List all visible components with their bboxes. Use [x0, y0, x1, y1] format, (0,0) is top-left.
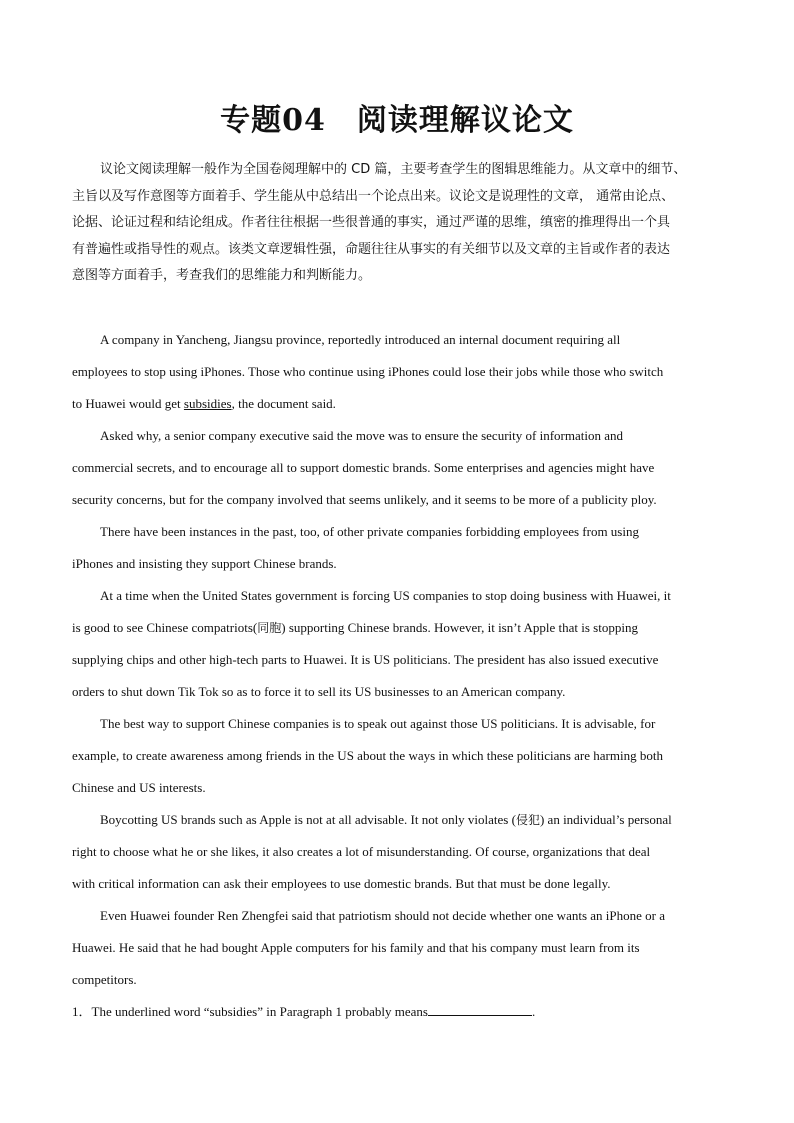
passage-line: iPhones and insisting they support Chinese brands.: [72, 556, 337, 571]
passage-text: is good to see Chinese compatriots(: [72, 620, 258, 635]
passage-line: [72, 804, 732, 836]
passage-line: competitors.: [72, 972, 137, 987]
gloss-text: 侵犯: [515, 813, 540, 827]
page-title: 专题04 阅读理解议论文: [220, 103, 574, 138]
question-1: [72, 996, 732, 1028]
passage-text: Boycotting US brands such as Apple is not at all advisable. It not only violates (: [100, 812, 516, 827]
underlined-word: subsidies: [183, 396, 232, 411]
passage-line: with critical information can ask their employees to use domestic brands. But that must be done legally.: [72, 876, 611, 891]
passage-line: supplying chips and other high-tech parts to Huawei. It is US politicians. The president has also issued executive: [72, 652, 659, 667]
passage-line: orders to shut down Tik Tok so as to force it to sell its US businesses to an American company.: [72, 684, 566, 699]
intro-line: 有普遍性或指导性的观点。该类文章逻辑性强，命题往往从事实的有关细节以及文章的主旨或作者的表达: [72, 241, 671, 257]
passage-line: employees to stop using iPhones. Those who continue using iPhones could lose their jobs while those who switch: [72, 364, 664, 379]
intro-line: 意图等方面着手，考查我们的思维能力和判断能力。: [72, 268, 372, 283]
passage-line: Chinese and US interests.: [72, 780, 206, 795]
passage-line: example, to create awareness among friends in the US about the ways in which these politicians are harming both: [72, 748, 663, 763]
passage-text: ) an individual’s personal: [539, 812, 672, 827]
passage-line: security concerns, but for the company involved that seems unlikely, and it seems to be more of a publicity ploy.: [72, 492, 657, 507]
intro-paragraph: [72, 157, 732, 290]
passage-line: A company in Yancheng, Jiangsu province, reportedly introduced an internal document requiring all: [100, 332, 621, 347]
passage-line: Asked why, a senior company executive said the move was to ensure the security of information and: [100, 428, 623, 443]
reading-passage: [72, 324, 732, 1028]
passage-line: [72, 612, 732, 644]
passage-line: Huawei. He said that he had bought Apple computers for his family and that his company must learn from its: [72, 940, 640, 955]
passage-line: At a time when the United States government is forcing US companies to stop doing business with Huawei, it: [100, 588, 671, 603]
passage-line: Even Huawei founder Ren Zhengfei said that patriotism should not decide whether one wants an iPhone or a: [100, 908, 665, 923]
passage-text: , the document said.: [231, 396, 336, 411]
intro-line: 论据、论证过程和结论组成。作者往往根据一些很普通的事实，通过严谨的思维，缜密的推理得出一个具: [72, 215, 671, 230]
intro-line: 主旨以及写作意图等方面着手、学生能从中总结出一个论点出来。议论文是说理性的文章， 通常由论点、: [72, 188, 675, 204]
intro-line: 议论文阅读理解一般作为全国卷阅理解中的 CD 篇，主要考查学生的图辑思维能力。从文章中的细节、: [100, 162, 687, 177]
passage-line: The best way to support Chinese companies is to speak out against those US politicians. It is advisable, for: [100, 716, 656, 731]
question-end: .: [531, 1004, 536, 1019]
passage-line: [72, 388, 732, 420]
passage-line: There have been instances in the past, too, of other private companies forbidding employees from using: [100, 524, 639, 539]
passage-text: ) supporting Chinese brands. However, it isn’t Apple that is stopping: [281, 620, 638, 635]
passage-text: to Huawei would get: [72, 396, 184, 411]
question-text: 1．The underlined word “subsidies” in Paragraph 1 probably means: [72, 1004, 428, 1019]
passage-line: commercial secrets, and to encourage all to support domestic brands. Some enterprises and agencies might have: [72, 460, 655, 475]
gloss-text: 同胞: [257, 621, 282, 635]
answer-blank[interactable]: [428, 1003, 532, 1016]
passage-line: right to choose what he or she likes, it also creates a lot of misunderstanding. Of course, organizations that deal: [72, 844, 651, 859]
